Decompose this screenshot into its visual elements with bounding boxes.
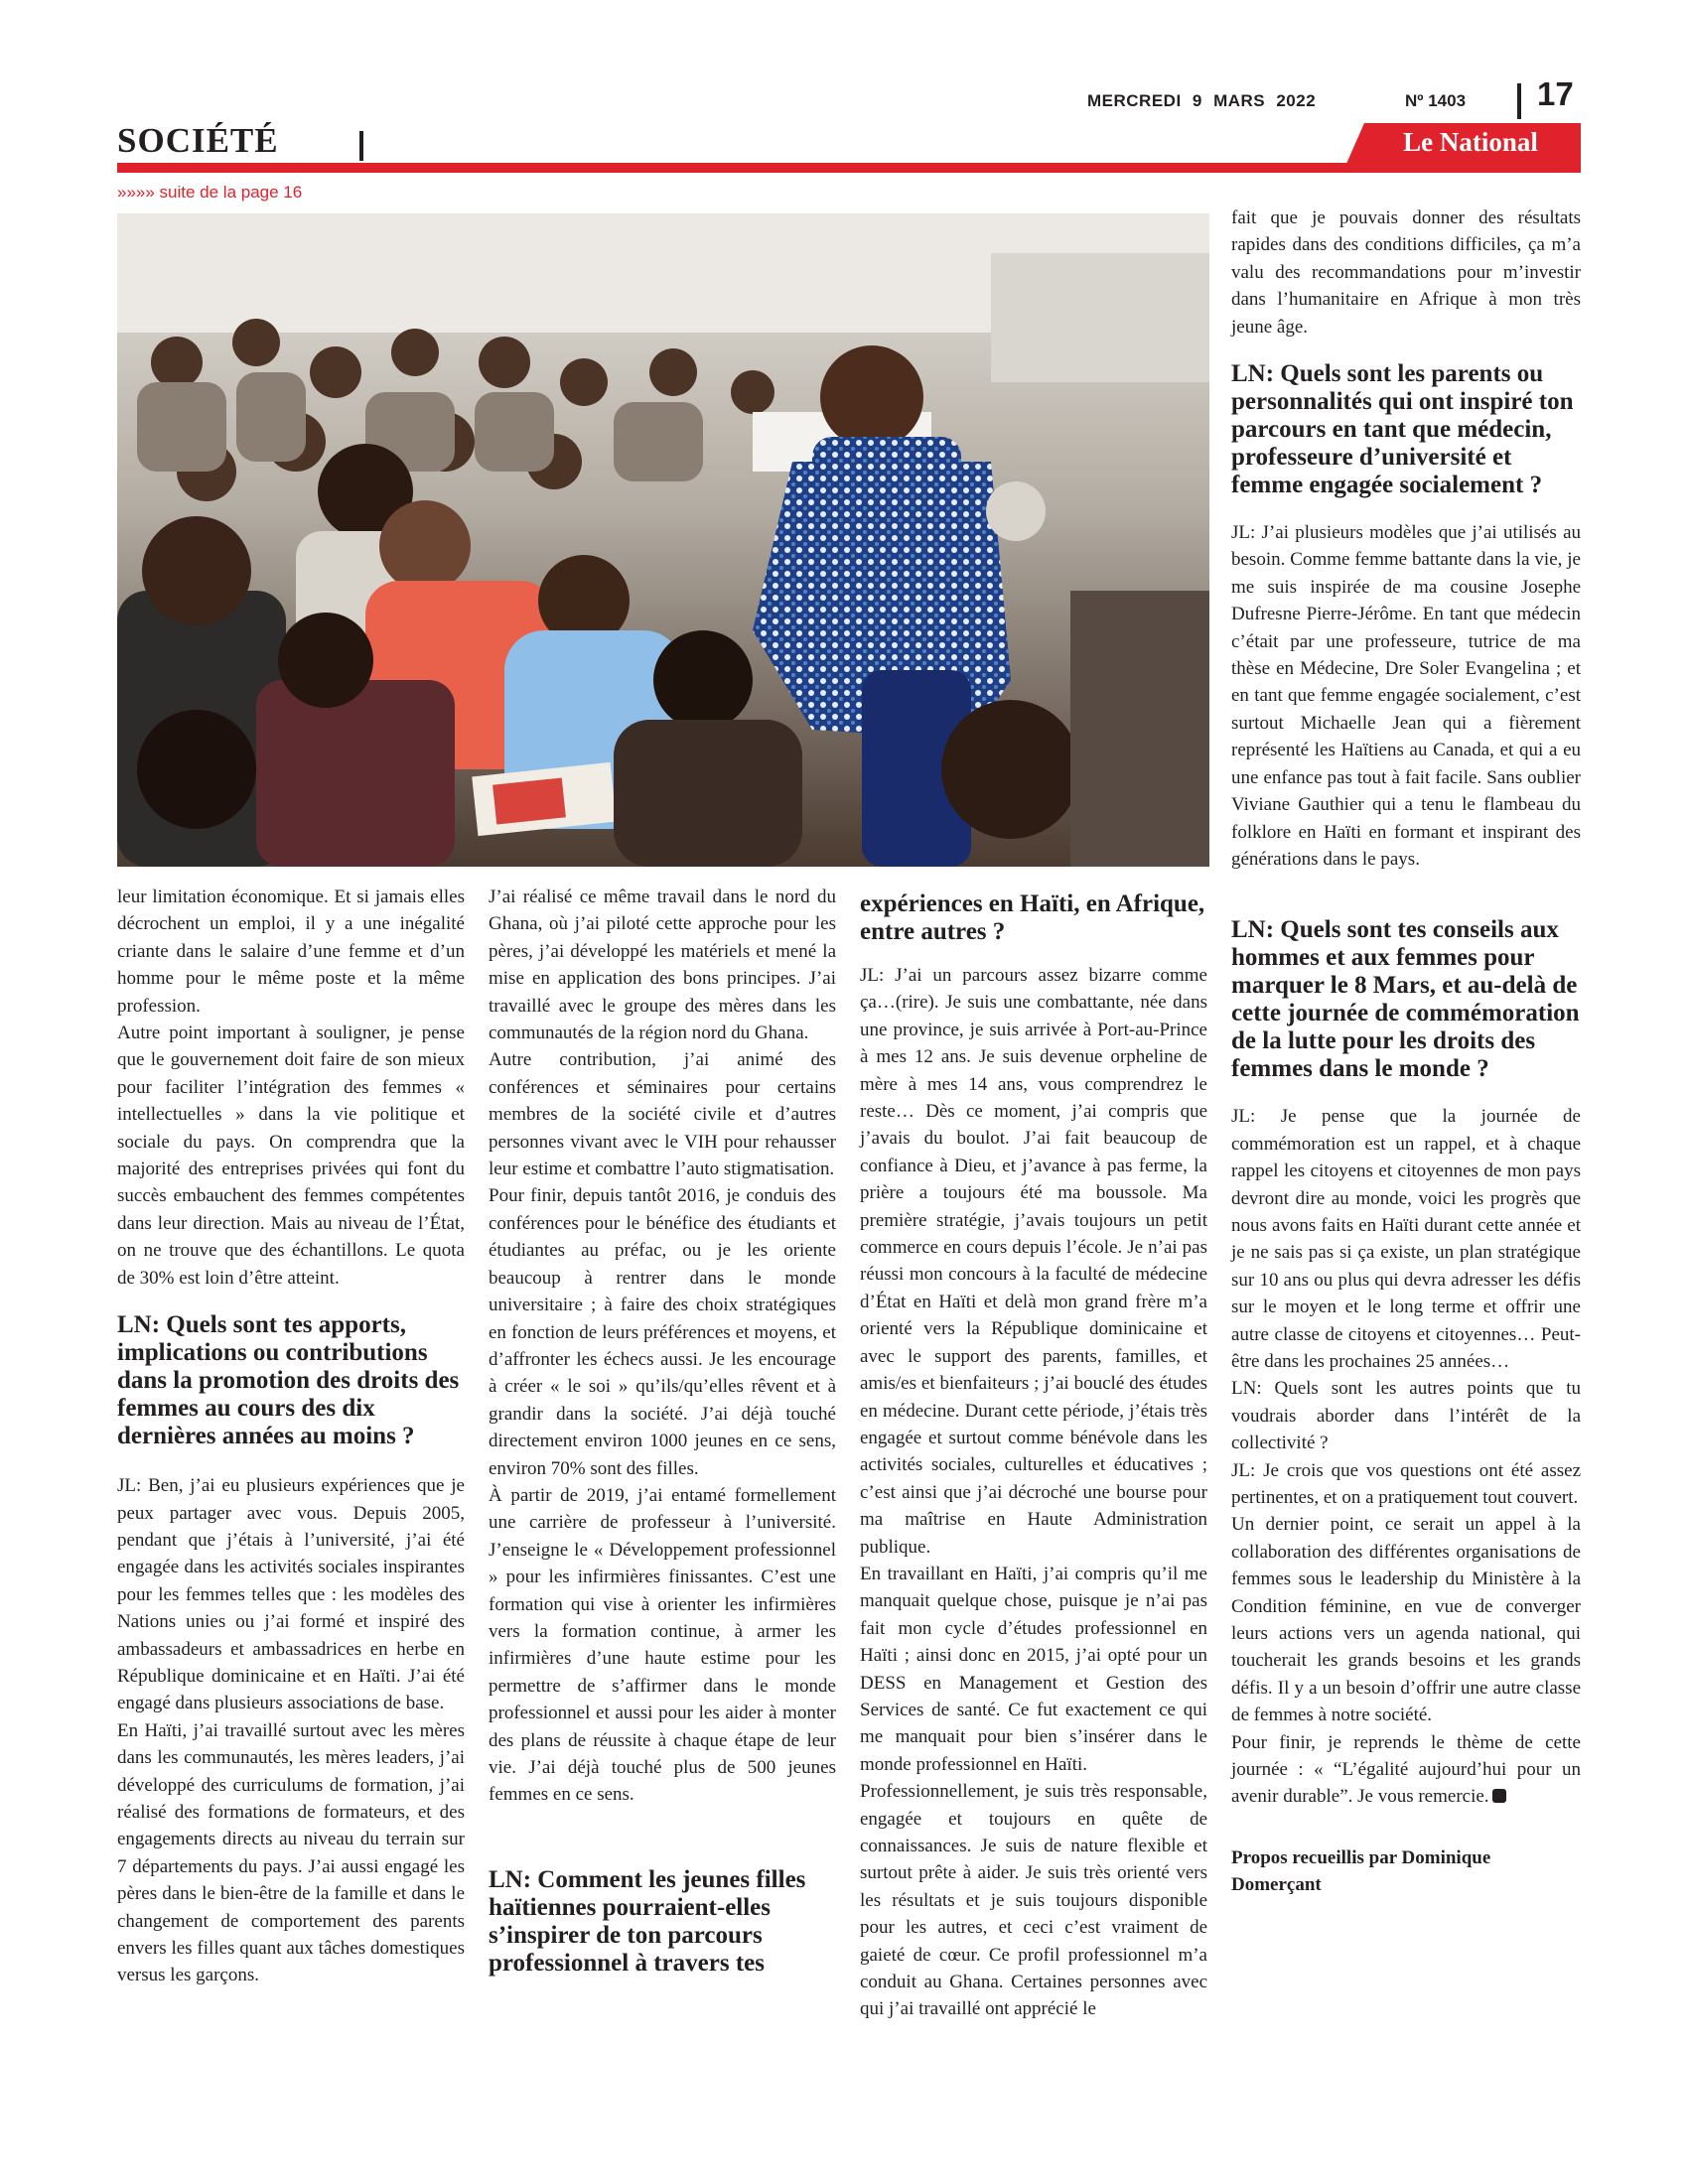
paragraph: Un dernier point, ce serait un appel à la collaboration des différentes organisations de femmes sous le leadership du Ministère à la Condition féminine, en vue de converger leurs actions vers un agenda national, qui toucherait les grands besoins et les grands défis. Il y a un besoin d’offrir une autre classe de femmes à notre société. [1231, 1514, 1581, 1726]
paragraph: Autre point important à souligner, je pense que le gouvernement doit faire de son mieux pour faciliter l’intégration des femmes « intellectuelles » dans la vie politique et sociale du pays. On comprendra que la majorité des entreprises privées qui font du succès embauchent des femmes compétentes dans leur direction. Mais au niveau de l’État, on ne trouve que des échantillons. Le quota de 30% est loin d’être atteint. [117, 1023, 465, 1289]
author-signature: Propos recueillis par Dominique Domerçant [1231, 1846, 1491, 1896]
closing-text: Pour finir, je reprends le thème de cette journée : « “L’égalité aujourd’hui pour un avenir durable”. Je vous remercie. [1231, 1731, 1581, 1808]
question-heading: LN: Quels sont tes apports, implications ou contributions dans la promotion des droits des femmes au cours des dix dernières années au moins ? [117, 1311, 460, 1450]
paragraph: Autre contribution, j’ai animé des conférences et séminaires pour certains membres de la société civile et d’autres personnes vivant avec le VIH pour rehausser leur estime et combattre l’auto stigmatisation. [489, 1049, 836, 1180]
paragraph: JL: J’ai un parcours assez bizarre comme ça…(rire). Je suis une combattante, née dans une province, je suis arrivée à Port-au-Prince à mes 12 ans. Je suis devenue orpheline de mère à mes 14 ans, vous comprendrez le reste… Dès ce moment, j’ai compris que j’avais du boulot. J’ai fait beaucoup de confiance à Dieu, et j’avance à pas ferme, la prière a toujours été ma boussole. Ma première stratégie, j’avais toujours un petit commerce en cours depuis l’école. Je n’ai pas réussi mon concours à la faculté de médecine d’État en Haïti et delà mon grand frère m’a orienté vers la République dominicaine et avec le support des parents, familles, et amis/es et bienfaiteurs ; j’ai bouclé des études en médecine. Durant cette période, j’étais très engagée et surtout comme bénévole dans les activités sociales, culturelles et éducatives ; c’est ainsi que j’ai décroché une bourse pour ma maîtrise en Haute Administration publique. [860, 965, 1207, 1558]
question-heading: LN: Quels sont les parents ou personnalités qui ont inspiré ton parcours en tant que médecin, professeure d’université et femme engagée socialement ? [1231, 360, 1574, 499]
column-1 [117, 884, 465, 1989]
question-heading: expériences en Haïti, en Afrique, entre autres ? [860, 890, 1205, 945]
section-title: SOCIÉTÉ [117, 121, 279, 160]
continuation-note: »»»» suite de la page 16 [117, 183, 303, 202]
column-4 [1231, 205, 1581, 1899]
question-heading: LN: Quels sont tes conseils aux hommes et aux femmes pour marquer le 8 Mars, et au-delà de cette journée de commémoration de la lutte pour les droits des femmes dans le monde ? [1231, 916, 1580, 1083]
article-photo [117, 213, 1209, 867]
paragraph: JL: J’ai plusieurs modèles que j’ai utilisés au besoin. Comme femme battante dans la vie, je me suis inspirée de ma cousine Josephe Dufresne Pierre-Jérôme. En tant que médecin c’était par une professeure, tutrice de ma thèse en Médecine, Dre Soler Evangelina ; et en tant que femme engagée socialement, c’est surtout Michaelle Jean qui a fièrement représenté les Haïtiens au Canada, et qui a eu une enfance pas tout à fait facile. Sans oublier Viviane Gauthier qui a tenu le flambeau du folklore en Haïti en formant et inspirant des générations dans le pays. [1231, 522, 1581, 870]
end-mark-icon [1492, 1789, 1506, 1803]
paragraph: fait que je pouvais donner des résultats rapides dans des conditions difficiles, ça m’a valu des recommandations pour m’investir dans l’humanitaire en Afrique à mon très jeune âge. [1231, 207, 1581, 338]
paragraph: En travaillant en Haïti, j’ai compris qu’il me manquait quelque chose, puisque je n’ai pas fait mon cycle d’études professionnel en Haïti ; ainsi donc en 2015, j’ai opté pour un DESS en Management et Gestion des Services de santé. Ce fut exactement ce qui me manquait pour bien s’insérer dans le monde professionnel en Haïti. [860, 1563, 1207, 1775]
page-number: 17 [1537, 75, 1574, 112]
newspaper-brand: Le National [1403, 127, 1538, 157]
paragraph: leur limitation économique. Et si jamais elles décrochent un emploi, il y a une inégalité criante dans le salaire d’une femme et d’un homme pour le même poste et la même profession. [117, 887, 465, 1017]
section-divider [359, 131, 363, 161]
paragraph: JL: Je crois que vos questions ont été assez pertinentes, et on a pratiquement tout couvert. [1231, 1459, 1581, 1508]
column-2 [489, 884, 836, 1978]
header-divider [1517, 83, 1521, 119]
paragraph: Professionnellement, je suis très responsable, engagée et toujours en quête de connaissances. Je suis de nature flexible et surtout prête à aider. Je suis très orienté vers les résultats et je suis toujours disponible pour les autres, et ceci c’est vraiment de gaieté de cœur. Ce profil professionnel m’a conduit au Ghana. Certaines personnes avec qui j’ai travaillé ont apprécié le [860, 1781, 1207, 2020]
paragraph: En Haïti, j’ai travaillé surtout avec les mères dans les communautés, les mères leaders, j’ai développé des curriculums de formation, j’ai réalisé des formations de formateurs, et des engagements directs au niveau du terrain sur 7 départements du pays. J’ai aussi engagé les pères dans le bien-être de la famille et dans le changement de comportement des parents envers les filles quant aux tâches domestiques versus les garçons. [117, 1719, 465, 1986]
question-heading: LN: Comment les jeunes filles haïtiennes pourraient-elles s’inspirer de ton parcours professionnel à travers tes [489, 1865, 806, 1977]
issue-number: Nº 1403 [1405, 91, 1467, 110]
paragraph: JL: Je pense que la journée de commémoration est un rappel, et à chaque rappel les citoyens et citoyennes de mon pays devront dire au monde, voici les progrès que nous avons faits en Haïti durant cette année et je ne sais pas si ça existe, un plan stratégique sur 10 ans ou plus qui devra adresser les défis sur le moyen et le long terme et offrir une autre classe de citoyens et citoyennes… Peut-être dans les prochaines 25 années… [1231, 1106, 1581, 1372]
paragraph: JL: Ben, j’ai eu plusieurs expériences que je peux partager avec vous. Depuis 2005, pendant que j’étais à l’université, j’ai été engagée dans les activités sociales inspirantes pour les femmes telles que : les modèles des Nations unies ou j’ai formé et inspiré des ambassadeurs et ambassadrices en herbe en République dominicaine et en Haïti. J’ai été engagé dans plusieurs associations de base. [117, 1475, 465, 1714]
issue-date: MERCREDI 9 MARS 2022 [1087, 91, 1317, 110]
paragraph: J’ai réalisé ce même travail dans le nord du Ghana, où j’ai piloté cette approche pour les pères, j’ai développé les matériels et mené la mise en application des bons principes. J’ai travaillé avec le groupe des mères dans les communautés de la région nord du Ghana. [489, 887, 836, 1044]
paragraph: Pour finir, depuis tantôt 2016, je conduis des conférences pour le bénéfice des étudiants et étudiantes au préfac, ou je les oriente beaucoup à rentrer dans le monde universitaire ; à faire des choix stratégiques en fonction de leurs préférences et moyens, et d’affronter les échecs aussi. Je les encourage à créer « le soi » qu’ils/qu’elles rêvent et à grandir dans la société. J’ai déjà touché directement environ 1000 jeunes en ce sens, environ 70% sont des filles. [489, 1185, 836, 1479]
paragraph [1231, 1729, 1581, 1811]
paragraph: À partir de 2019, j’ai entamé formellement une carrière de professeur à l’université. J’enseigne le « Développement professionnel » pour les infirmières finissantes. C’est une formation qui vise à orienter les infirmières vers la formation continue, à armer les infirmières d’une haute estime pour les permettre de s’affirmer dans le monde professionnel et aussi pour les aider à monter des plans de réussite à chaque étape de leur vie. J’ai déjà touché plus de 500 jeunes femmes en ce sens. [489, 1484, 836, 1806]
paragraph: LN: Quels sont les autres points que tu voudrais aborder dans l’intérêt de la collectivité ? [1231, 1378, 1581, 1454]
column-3 [860, 890, 1207, 2023]
